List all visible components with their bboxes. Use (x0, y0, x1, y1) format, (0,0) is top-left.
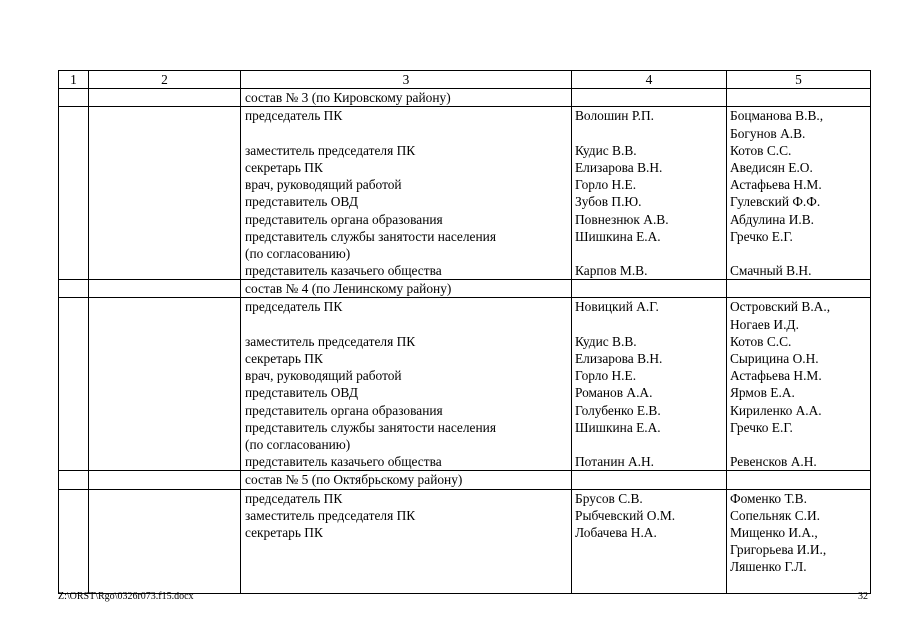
member-column-line: Горло Н.Е. (575, 368, 637, 384)
role-column-line: представитель органа образования (245, 402, 443, 418)
role-column-line: (по согласованию) (245, 436, 351, 452)
section-title-line: состав № 5 (по Октябрьскому району) (245, 472, 463, 488)
role-column-line (245, 558, 568, 575)
member-column-line (575, 436, 723, 453)
role-column-line: заместитель председателя ПК (245, 142, 416, 158)
role-column-line: представитель службы занятости населения (245, 228, 496, 244)
member-column-line (575, 125, 723, 142)
member-column-line (575, 541, 723, 558)
member-column-line: Романов А.А. (575, 385, 653, 401)
empty-cell (59, 489, 89, 593)
role-column-line: председатель ПК (245, 108, 343, 124)
empty-cell (59, 471, 89, 489)
empty-cell (727, 471, 871, 489)
empty-cell (572, 89, 727, 107)
role-column-line: представитель службы занятости населения (245, 419, 496, 435)
empty-cell (572, 280, 727, 298)
member-column-line: Кудис В.В. (575, 333, 637, 349)
deputy-column-line: Сырицина О.Н. (730, 351, 819, 367)
section-members-row (59, 298, 871, 471)
column-number-5: 5 (727, 71, 871, 89)
member-column-line: Новицкий А.Г. (575, 299, 659, 315)
member-column (572, 489, 727, 593)
table-header-row (59, 71, 871, 89)
column-number-3: 3 (241, 71, 572, 89)
role-column-line: председатель ПК (245, 490, 343, 506)
deputy-column-line: Ярмов Е.А. (730, 385, 795, 401)
deputy-column-line: Гулевский Ф.Ф. (730, 194, 821, 210)
empty-cell (89, 89, 241, 107)
deputy-column-line: Смачный В.Н. (730, 263, 812, 279)
member-column-line: Карпов М.В. (575, 263, 648, 279)
section-members-row (59, 107, 871, 280)
deputy-column (727, 107, 871, 280)
member-column-line (575, 245, 723, 262)
deputy-column-line: Абдулина И.В. (730, 211, 814, 227)
empty-cell (59, 89, 89, 107)
column-number-4: 4 (572, 71, 727, 89)
role-column-line: врач, руководящий работой (245, 177, 402, 193)
empty-cell (89, 298, 241, 471)
column-number-2: 2 (89, 71, 241, 89)
deputy-column-line: Котов С.С. (730, 142, 792, 158)
deputy-column-line (730, 575, 867, 592)
section-title-row (59, 471, 871, 489)
commission-table (58, 70, 871, 594)
deputy-column-line: Котов С.С. (730, 333, 792, 349)
section-title (241, 471, 572, 489)
section-title-line: состав № 3 (по Кировскому району) (245, 90, 451, 106)
deputy-column-line (730, 245, 867, 262)
member-column-line (575, 575, 723, 592)
member-column-line: Повнезнюк А.В. (575, 211, 669, 227)
role-column-line: представитель ОВД (245, 385, 358, 401)
deputy-column (727, 298, 871, 471)
deputy-column-line: Гречко Е.Г. (730, 419, 793, 435)
member-column-line: Потанин А.Н. (575, 454, 655, 470)
deputy-column-line: Аведисян Е.О. (730, 159, 813, 175)
deputy-column-line: Гречко Е.Г. (730, 228, 793, 244)
role-column-line (245, 316, 568, 333)
empty-cell (727, 280, 871, 298)
section-title-row (59, 280, 871, 298)
role-column-line (245, 541, 568, 558)
member-column-line: Зубов П.Ю. (575, 194, 642, 210)
role-column (241, 298, 572, 471)
section-title-row (59, 89, 871, 107)
role-column-line: заместитель председателя ПК (245, 333, 416, 349)
member-column-line: Елизарова В.Н. (575, 351, 663, 367)
member-column (572, 298, 727, 471)
deputy-column-line: Островский В.А., (730, 299, 831, 315)
section-members-row (59, 489, 871, 593)
role-column-line: секретарь ПК (245, 524, 323, 540)
role-column-line (245, 575, 568, 592)
role-column-line: представитель казачьего общества (245, 263, 442, 279)
member-column-line: Рыбчевский О.М. (575, 507, 676, 523)
empty-cell (59, 107, 89, 280)
deputy-column-line: Кириленко А.А. (730, 402, 822, 418)
member-column-line: Волошин Р.П. (575, 108, 654, 124)
role-column-line: председатель ПК (245, 299, 343, 315)
role-column-line: (по согласованию) (245, 245, 351, 261)
member-column-line: Шишкина Е.А. (575, 228, 661, 244)
deputy-column-line: Григорьева И.И., (730, 542, 827, 558)
member-column-line: Горло Н.Е. (575, 177, 637, 193)
column-number-1: 1 (59, 71, 89, 89)
deputy-column-line: Боцманова В.В., (730, 108, 824, 124)
role-column-line: заместитель председателя ПК (245, 507, 416, 523)
table-body (59, 89, 871, 593)
deputy-column (727, 489, 871, 593)
empty-cell (59, 298, 89, 471)
deputy-column-line: Ревенсков А.Н. (730, 454, 817, 470)
deputy-column-line: Богунов А.В. (730, 125, 806, 141)
empty-cell (572, 471, 727, 489)
deputy-column-line: Астафьева Н.М. (730, 368, 822, 384)
empty-cell (89, 107, 241, 280)
file-path-footer: Z:\ORST\Rgo\0326r073.f15.docx (58, 591, 194, 602)
empty-cell (727, 89, 871, 107)
empty-cell (89, 280, 241, 298)
role-column-line: представитель органа образования (245, 211, 443, 227)
deputy-column-line: Мищенко И.А., (730, 524, 818, 540)
section-title (241, 89, 572, 107)
role-column-line: представитель казачьего общества (245, 454, 442, 470)
member-column-line: Елизарова В.Н. (575, 159, 663, 175)
member-column-line (575, 558, 723, 575)
role-column-line: секретарь ПК (245, 351, 323, 367)
member-column-line: Голубенко Е.В. (575, 402, 661, 418)
section-title (241, 280, 572, 298)
empty-cell (89, 489, 241, 593)
deputy-column-line (730, 436, 867, 453)
role-column (241, 489, 572, 593)
deputy-column-line: Фоменко Т.В. (730, 490, 807, 506)
role-column (241, 107, 572, 280)
member-column (572, 107, 727, 280)
empty-cell (89, 471, 241, 489)
role-column-line: представитель ОВД (245, 194, 358, 210)
deputy-column-line: Сопельняк С.И. (730, 507, 821, 523)
member-column-line: Лобачева Н.А. (575, 524, 657, 540)
role-column-line: секретарь ПК (245, 159, 323, 175)
deputy-column-line: Астафьева Н.М. (730, 177, 822, 193)
member-column-line (575, 316, 723, 333)
section-title-line: состав № 4 (по Ленинскому району) (245, 281, 452, 297)
page-number: 32 (858, 591, 868, 602)
member-column-line: Шишкина Е.А. (575, 419, 661, 435)
member-column-line: Брусов С.В. (575, 490, 643, 506)
role-column-line: врач, руководящий работой (245, 368, 402, 384)
deputy-column-line: Ляшенко Г.Л. (730, 559, 807, 575)
deputy-column-line: Ногаев И.Д. (730, 316, 799, 332)
empty-cell (59, 280, 89, 298)
member-column-line: Кудис В.В. (575, 142, 637, 158)
role-column-line (245, 125, 568, 142)
